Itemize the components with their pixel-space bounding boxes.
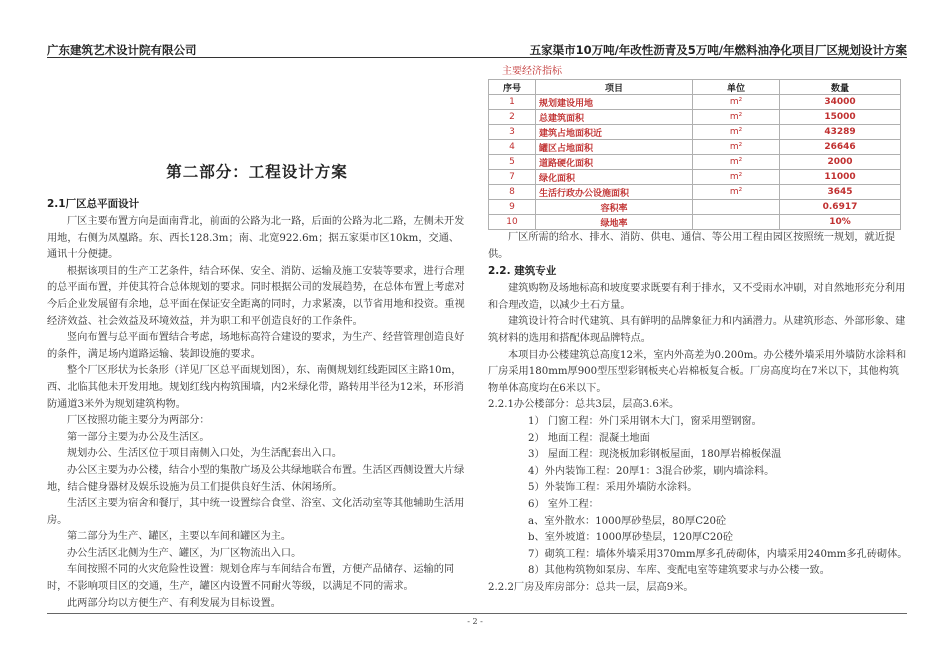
- row-unit: m²: [693, 125, 780, 140]
- paragraph: 第二部分为生产、罐区，主要以车间和罐区为主。: [67, 531, 292, 543]
- row-quantity: 11000: [780, 170, 901, 185]
- row-item: 罐区占地面积: [536, 140, 693, 155]
- row-unit: m²: [693, 185, 780, 200]
- left-column: [47, 160, 467, 612]
- row-item: 生活行政办公设施面积: [536, 185, 693, 200]
- paragraph: 建筑设计符合时代建筑、具有鲜明的品牌象征力和内涵潜力。从建筑形态、外部形象、建筑材料的选用和搭配体现品牌特点。: [488, 316, 906, 344]
- row-unit: m²: [693, 110, 780, 125]
- table-row: [489, 170, 901, 185]
- paragraph: 建筑购物及场地标高和坡度要求既要有利于排水，又不受雨水冲刷，对自然地形充分利用和合理改造，以减少土石方量。: [488, 283, 906, 311]
- row-unit: m²: [693, 170, 780, 185]
- column-header: 数量: [780, 80, 901, 95]
- list-item: 2） 地面工程：混凝土地面: [528, 432, 650, 444]
- list-item: 4）外内装饰工程：20厚1：3混合砂浆，刷内墙涂料。: [528, 465, 775, 477]
- row-index: 8: [489, 185, 536, 200]
- row-index: 5: [489, 155, 536, 170]
- row-quantity: 34000: [780, 95, 901, 110]
- paragraph: 第一部分主要为办公及生活区。: [67, 431, 210, 443]
- header-divider: [47, 57, 907, 58]
- column-header: 序号: [489, 80, 536, 95]
- row-quantity: 0.6917: [780, 200, 901, 215]
- section-2-1-title: 2.1厂区总平面设计: [47, 198, 140, 210]
- footer-divider: [47, 613, 907, 614]
- row-item: 建筑占地面积近: [536, 125, 693, 140]
- page-number: - 2 -: [467, 617, 483, 626]
- paragraph: 厂区按照功能主要分为两部分：: [67, 415, 210, 427]
- document-title: 五家渠市10万吨/年改性沥青及5万吨/年燃料油净化项目厂区规划设计方案: [529, 43, 907, 57]
- row-item: 容积率: [536, 200, 693, 215]
- paragraph: 整个厂区形状为长条形（详见厂区总平面规划图），东、南侧规划红线距园区主路10m，西、北临其他未开发用地。规划红线内构筑围墙，内2米绿化带，路转用半径为12米，环形消防通道3米外为规划建筑构物。: [47, 365, 464, 410]
- list-item: 6） 室外工程：: [528, 498, 599, 510]
- table-row: [489, 110, 901, 125]
- paragraph: 此两部分均以方便生产、有利发展为目标设置。: [67, 597, 281, 609]
- spec-list: [488, 414, 908, 580]
- row-index: 1: [489, 95, 536, 110]
- row-index: 9: [489, 200, 536, 215]
- row-index: 4: [489, 140, 536, 155]
- table-header-row: [489, 80, 901, 95]
- paragraph: 根据该项目的生产工艺条件，结合环保、安全、消防、运输及施工安装等要求，进行合理的总平面布置，并使其符合总体规划的要求。同时根据公司的发展趋势，在总体布置上考虑对今后企业发展留有余地，总平面在保证安全距离的同时，力求紧凑，以节省用地和投资。重视经济效益、社会效益及环境效益，并为职工和平创造良好的工作条件。: [47, 265, 465, 327]
- part-title: 第二部分：工程设计方案: [166, 162, 348, 181]
- list-item: b、室外坡道：1000厚砂垫层，120厚C20砼: [528, 532, 734, 544]
- list-item: 1） 门窗工程：外门采用钢木大门，窗采用塑钢窗。: [528, 415, 762, 427]
- company-name: 广东建筑艺术设计院有限公司: [47, 43, 197, 57]
- row-quantity: 43289: [780, 125, 901, 140]
- list-item: 3） 屋面工程：现浇板加彩钢板屋面，180厚岩棉板保温: [528, 449, 782, 461]
- row-item: 绿化面积: [536, 170, 693, 185]
- row-quantity: 2000: [780, 155, 901, 170]
- row-index: 7: [489, 170, 536, 185]
- paragraph: 生活区主要为宿舍和餐厅，其中统一设置综合食堂、浴室、文化活动室等其他辅助生活用房。: [47, 498, 465, 526]
- row-unit: [693, 215, 780, 230]
- row-item: 绿地率: [536, 215, 693, 230]
- row-unit: m²: [693, 155, 780, 170]
- row-quantity: 3645: [780, 185, 901, 200]
- economic-indicators-table: [488, 79, 901, 230]
- right-column: [488, 62, 908, 596]
- paragraph: 厂区所需的给水、排水、消防、供电、通信、等公用工程由园区按照统一规划，就近提供。: [488, 232, 896, 260]
- list-item: 7）砌筑工程：墙体外墙采用370mm厚多孔砖砌体，内墙采用240mm多孔砖砌体。: [528, 548, 908, 560]
- table-row: [489, 125, 901, 140]
- list-item: 8）其他构筑物如泵房、车库、变配电室等建筑要求与办公楼一致。: [528, 565, 830, 577]
- paragraph: 竖向布置与总平面布置结合考虑，场地标高符合建设的要求，为生产、经营管理创造良好的条件，满足场内道路运输、装卸设施的要求。: [47, 332, 465, 360]
- column-header: 项目: [536, 80, 693, 95]
- list-item: 5）外装饰工程：采用外墙防水涂料。: [528, 482, 698, 494]
- row-unit: [693, 200, 780, 215]
- row-quantity: 26646: [780, 140, 901, 155]
- row-index: 3: [489, 125, 536, 140]
- row-unit: m²: [693, 140, 780, 155]
- row-item: 道路硬化面积: [536, 155, 693, 170]
- section-2-2-title: 2.2. 建筑专业: [488, 265, 557, 278]
- row-item: 总建筑面积: [536, 110, 693, 125]
- paragraph: 厂区主要布置方向是面南背北，前面的公路为北一路，后面的公路为北二路，左侧未开发用地，右侧为凤凰路。东、西长128.3m；南、北宽922.6m；据五家渠市区10km，交通、通讯十分便捷。: [47, 216, 465, 261]
- table-row: [489, 215, 901, 230]
- paragraph: 车间按照不同的火灾危险性设置：规划仓库与车间结合布置，方便产品储存、运输的同时，不影响项目区的交通，生产，罐区内设置不同耐火等级，以满足不同的需求。: [47, 564, 455, 593]
- row-index: 2: [489, 110, 536, 125]
- table-row: [489, 185, 901, 200]
- row-item: 规划建设用地: [536, 95, 693, 110]
- table-row: [489, 200, 901, 215]
- table-row: [489, 95, 901, 110]
- paragraph: 本项目办公楼建筑总高度12米，室内外高差为0.200m。办公楼外墙采用外墙防水涂料和厂房采用180mm厚900型压型彩钢板夹心岩棉板复合板。厂房高度均在7米以下，其他构筑物单体高度均在6米以下。: [488, 349, 907, 394]
- row-index: 10: [489, 215, 536, 230]
- column-header: 单位: [693, 80, 780, 95]
- paragraph: 规划办公、生活区位于项目南侧入口处，为生活配套出入口。: [67, 448, 343, 460]
- table-row: [489, 155, 901, 170]
- row-quantity: 15000: [780, 110, 901, 125]
- table-caption: 主要经济指标: [502, 66, 562, 77]
- paragraph: 办公区主要为办公楼，结合小型的集散广场及公共绿地联合布置。生活区西侧设置大片绿地，结合健身器材及娱乐设施为员工们提供良好生活、休闲场所。: [47, 464, 465, 493]
- subsection-2-2-2: 2.2.2厂房及库房部分：总共一层，层高9米。: [488, 581, 694, 593]
- paragraph: 办公生活区北侧为生产、罐区，为厂区物流出入口。: [67, 547, 302, 559]
- subsection-2-2-1: 2.2.1办公楼部分：总共3层，层高3.6米。: [488, 399, 680, 411]
- list-item: a、室外散水：1000厚砂垫层，80厚C20砼: [528, 515, 727, 527]
- row-unit: m²: [693, 95, 780, 110]
- table-row: [489, 140, 901, 155]
- row-quantity: 10%: [780, 215, 901, 230]
